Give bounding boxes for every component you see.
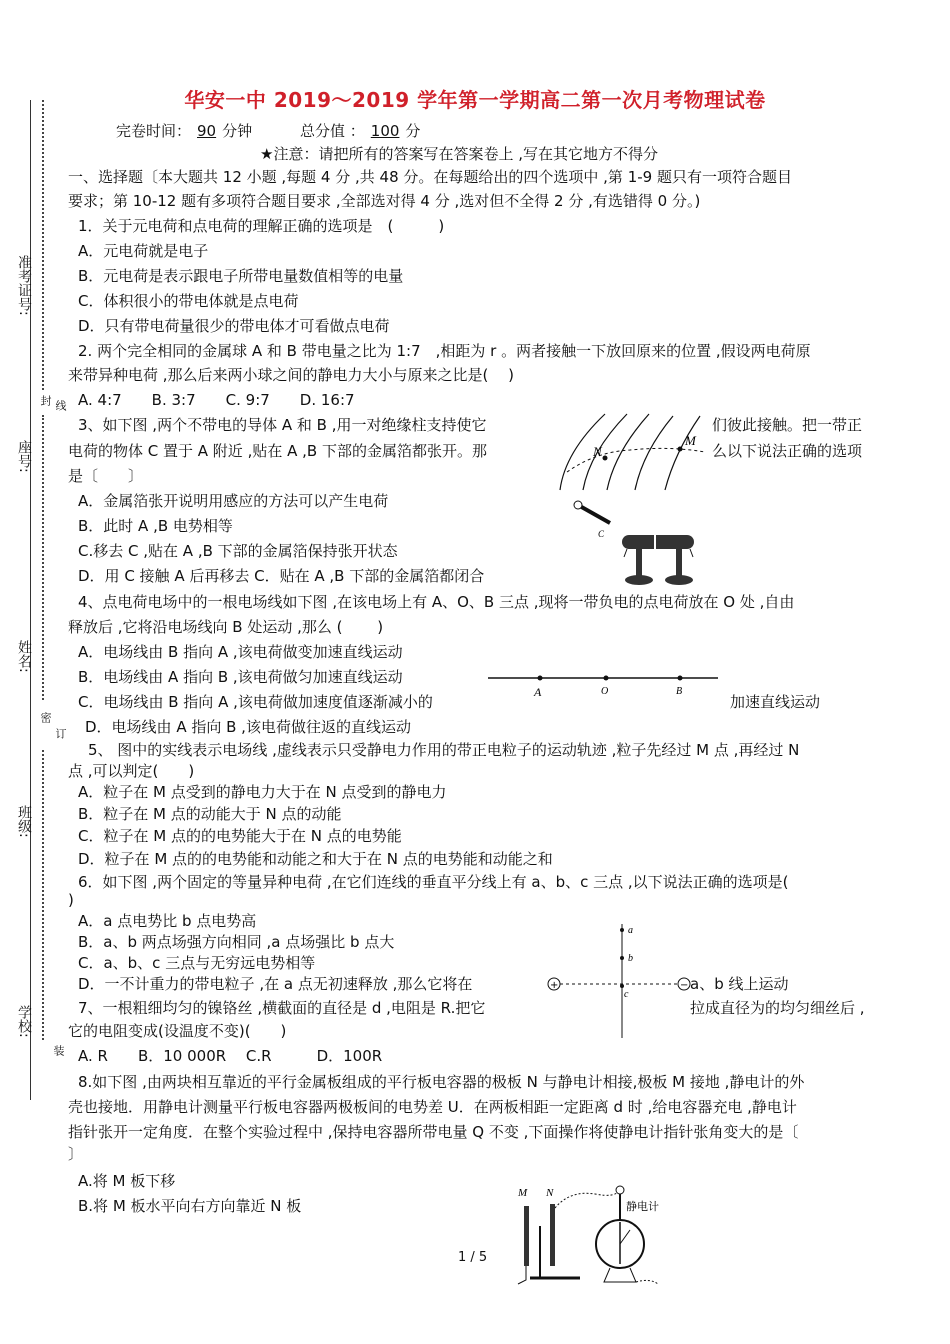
score-value: 100 xyxy=(370,122,400,140)
mi-char: 密 xyxy=(39,712,52,723)
ding-char: 订 xyxy=(54,728,67,739)
exam-title: 华安一中 2019～2019 学年第一学期高二第一次月考物理试卷 xyxy=(184,88,766,112)
q6-option-a: A．a 点电势比 b 点电势高 xyxy=(78,912,257,930)
q6-stem-1: 6．如下图 ,两个固定的等量异种电荷 ,在它们连线的垂直平分线上有 a、b、c 三点 ,以下说法正确的选项是( xyxy=(78,873,789,891)
q7-stem-1b: 拉成直径为的均匀细丝后 , xyxy=(690,999,865,1017)
q1-option-b: B．元电荷是表示跟电子所带电量数值相等的电量 xyxy=(78,267,404,285)
q6-label-a: a xyxy=(628,925,633,936)
q8-stem-4: 〕 xyxy=(68,1145,84,1163)
q1-option-a: A．元电荷就是电子 xyxy=(78,242,209,260)
binding-dots-bottom xyxy=(42,750,44,1040)
class-label: 班级: xyxy=(16,805,32,838)
q2-options: A. 4:7 B. 3:7 C. 9:7 D. 16:7 xyxy=(78,391,355,409)
section-intro-2: 要求；第 10-12 题有多项符合题目要求 ,全部选对得 4 分 ,选对但不全得 2 分 ,有选错得 0 分。) xyxy=(68,192,701,210)
q8-option-b: B.将 M 板水平向右方向靠近 N 板 xyxy=(78,1197,302,1215)
binding-line xyxy=(30,100,31,1100)
q1-option-c: C．体积很小的带电体就是点电荷 xyxy=(78,292,299,310)
q8-stem-3: 指针张开一定角度．在整个实验过程中 ,保持电容器所带电量 Q 不变 ,下面操作将使静电计指针张角变大的是〔 xyxy=(68,1123,799,1141)
line-char: 线 xyxy=(54,400,67,411)
q8-capacitor-figure xyxy=(500,1160,680,1290)
q3-stem-2b: 么以下说法正确的选项 xyxy=(712,442,863,460)
q8-electrometer-label: 静电计 xyxy=(626,1200,659,1213)
q5-option-a: A．粒子在 M 点受到的静电力大于在 N 点受到的静电力 xyxy=(78,783,447,801)
exam-score: 总分值 ： 100 分 xyxy=(300,122,421,140)
q3-option-c: C.移去 C ,贴在 A ,B 下部的金属箔保持张开状态 xyxy=(78,542,398,560)
q4-field-line-figure xyxy=(488,668,720,700)
q7-stem-1a: 7、一根粗细均匀的镍铬丝 ,横截面的直径是 d ,电阻是 R.把它 xyxy=(78,999,486,1017)
q5-option-c: C．粒子在 M 点的的电势能大于在 N 点的电势能 xyxy=(78,827,402,845)
q6-option-c: C．a、b、c 三点与无穷远电势相等 xyxy=(78,954,316,972)
q3-option-b: B．此时 A ,B 电势相等 xyxy=(78,517,233,535)
q8-option-a: A.将 M 板下移 xyxy=(78,1172,176,1190)
section-intro-1: 一、选择题〔本大题共 12 小题 ,每题 4 分 ,共 48 分。在每题给出的四个选项中 ,第 1-9 题只有一项符合题目 xyxy=(68,168,792,186)
q6-stem-2: ) xyxy=(68,891,74,909)
q5-label-n: N xyxy=(593,444,602,459)
q6-charges-figure xyxy=(544,922,692,1040)
q3-conductor-figure xyxy=(570,495,695,587)
q8-stem-1: 8.如下图 ,由两块相互靠近的平行金属板组成的平行板电容器的极板 N 与静电计相接,极板 M 接地 ,静电计的外 xyxy=(78,1073,805,1091)
q6-label-b: b xyxy=(628,953,633,964)
q4-stem-2: 释放后 ,它将沿电场线向 B 处运动 ,那么 ( ) xyxy=(68,618,384,636)
q5-option-d: D．粒子在 M 点的的电势能和动能之和大于在 N 点的电势能和动能之和 xyxy=(78,850,553,868)
q5-field-figure xyxy=(555,412,707,492)
q5-stem-2: 点 ,可以判定( ) xyxy=(68,762,195,780)
zhuang-char: 装 xyxy=(52,1045,65,1056)
seal-char: 封 xyxy=(39,395,52,406)
q6-label-c: c xyxy=(624,989,629,1000)
q4-option-d: D．电场线由 A 指向 B ,该电荷做往返的直线运动 xyxy=(85,718,411,736)
seat-label: 座号: xyxy=(16,440,32,473)
q4-option-c-1: C．电场线由 B 指向 A ,该电荷做加速度值逐渐减小的 xyxy=(78,693,433,711)
q6-option-d-1: D．一不计重力的带电粒子 ,在 a 点无初速释放 ,那么它将在 xyxy=(78,975,473,993)
exam-time: 完卷时间： 90 分钟 xyxy=(116,122,253,140)
q5-label-m: M xyxy=(685,433,696,448)
page-number: 1 / 5 xyxy=(458,1250,488,1265)
q4-option-b: B．电场线由 A 指向 B ,该电荷做匀加速直线运动 xyxy=(78,668,403,686)
q3-label-c: C xyxy=(598,529,605,539)
q4-label-b: B xyxy=(676,686,683,697)
q5-option-b: B．粒子在 M 点的动能大于 N 点的动能 xyxy=(78,805,342,823)
q5-stem-1: 5、 图中的实线表示电场线 ,虚线表示只受静电力作用的带正电粒子的运动轨迹 ,粒子先经过 M 点 ,再经过 N xyxy=(88,741,800,759)
q4-label-o: O xyxy=(601,686,609,697)
q4-option-c-2: 加速直线运动 xyxy=(730,693,821,711)
q3-option-d: D．用 C 接触 A 后再移去 C．贴在 A ,B 下部的金属箔都闭合 xyxy=(78,567,485,585)
q3-stem-3: 是〔 〕 xyxy=(68,467,144,485)
q6-option-d-2: a、b 线上运动 xyxy=(690,975,789,993)
q8-stem-2: 壳也接地．用静电计测量平行板电容器两极板间的电势差 U．在两板相距一定距离 d 时 ,给电容器充电 ,静电计 xyxy=(68,1098,797,1116)
q2-stem-2: 来带异种电荷 ,那么后来两小球之间的静电力大小与原来之比是( ) xyxy=(68,366,515,384)
exam-number-label: 准考证号: xyxy=(16,255,32,316)
q7-stem-2: 它的电阻变成(设温度不变)( ) xyxy=(68,1022,287,1040)
q1-option-d: D．只有带电荷量很少的带电体才可看做点电荷 xyxy=(78,317,390,335)
notice: ★注意：请把所有的答案写在答案卷上 ,写在其它地方不得分 xyxy=(260,145,658,163)
q2-stem-1: 2. 两个完全相同的金属球 A 和 B 带电量之比为 1:7 ,相距为 r 。两者接触一下放回原来的位置 ,假设两电荷原 xyxy=(78,342,811,360)
name-label: 姓名: xyxy=(16,640,32,673)
q3-stem-2a: 电荷的物体 C 置于 A 附近 ,贴在 A ,B 下部的金属箔都张开。那 xyxy=(68,442,487,460)
q3-stem-1b: 们彼此接触。把一带正 xyxy=(712,416,863,434)
q6-negative-charge: − xyxy=(680,980,689,991)
binding-dots-top xyxy=(42,100,44,390)
q1-stem: 1．关于元电荷和点电荷的理解正确的选项是 ( ) xyxy=(78,217,445,235)
q3-option-a: A．金属箔张开说明用感应的方法可以产生电荷 xyxy=(78,492,389,510)
q4-option-a: A．电场线由 B 指向 A ,该电荷做变加速直线运动 xyxy=(78,643,403,661)
q3-stem-1a: 3、如下图 ,两个不带电的导体 A 和 B ,用一对绝缘柱支持使它 xyxy=(78,416,487,434)
q4-label-a: A xyxy=(534,685,542,699)
q8-label-m: M xyxy=(518,1187,528,1199)
q8-label-n: N xyxy=(546,1187,554,1199)
binding-dots-mid xyxy=(42,415,44,700)
q4-stem-1: 4、点电荷电场中的一根电场线如下图 ,在该电场上有 A、O、B 三点 ,现将一带负电的点电荷放在 O 处 ,自由 xyxy=(78,593,795,611)
school-label: 学校: xyxy=(16,1005,32,1038)
time-value: 90 xyxy=(197,122,217,140)
q6-option-b: B．a、b 两点场强方向相同 ,a 点场强比 b 点大 xyxy=(78,933,395,951)
q6-positive-charge: + xyxy=(550,980,559,991)
q7-options: A. R B．10 000R C.R D．100R xyxy=(78,1047,383,1065)
